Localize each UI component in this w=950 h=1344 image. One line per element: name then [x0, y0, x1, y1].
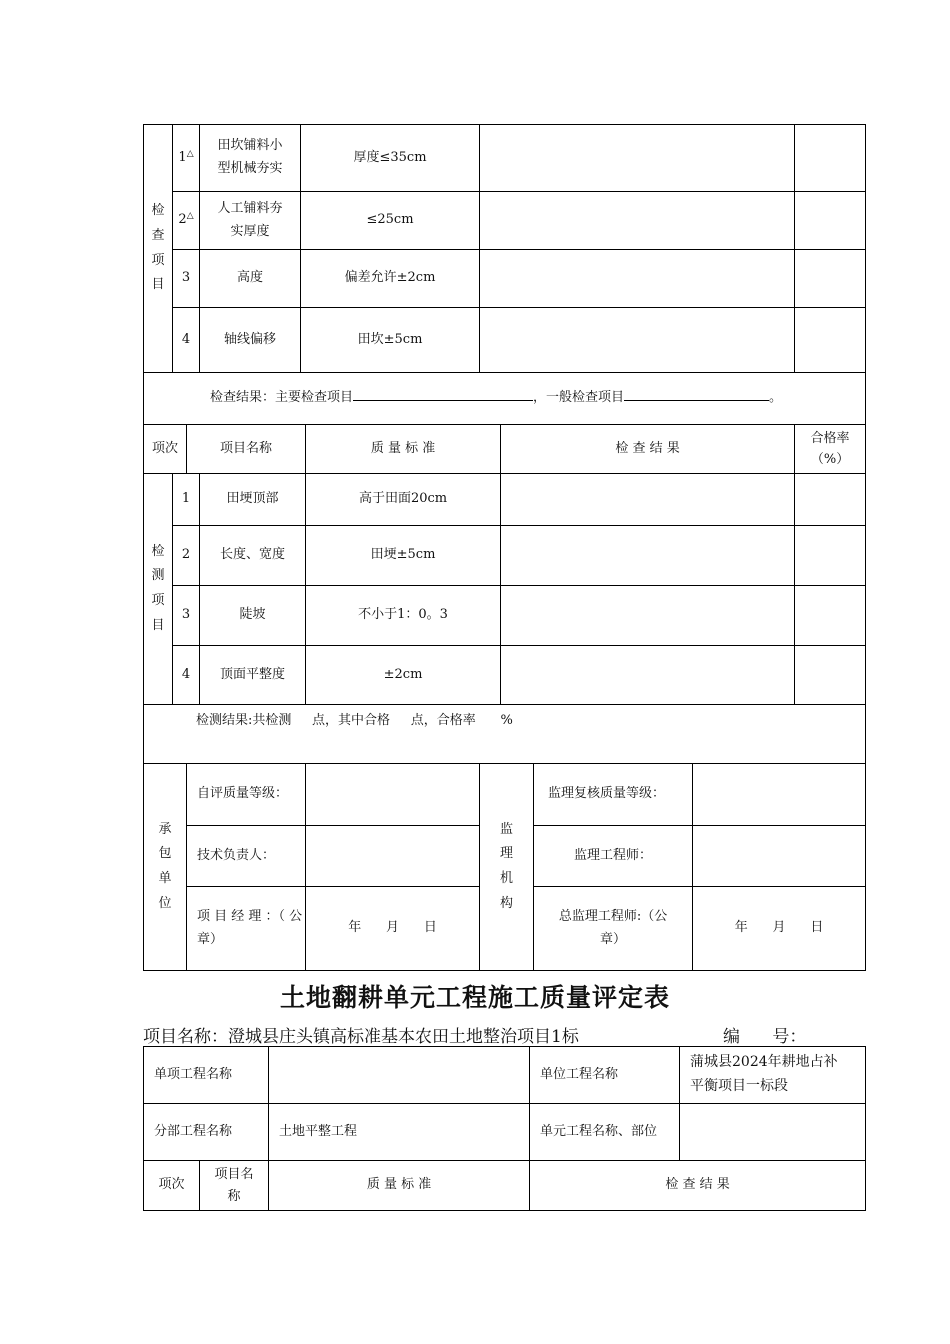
check-result-label: 检查结果：主要检查项目 [210, 390, 354, 406]
engineer-label: 监理工程师： [534, 826, 693, 887]
check-item-result-cell[interactable] [480, 192, 795, 250]
general-items-blank[interactable] [624, 388, 769, 401]
check-item-number: 4 [173, 308, 200, 373]
single-item-label: 单项工程名称 [144, 1047, 269, 1104]
review-grade-value[interactable] [693, 764, 866, 826]
measure-item-name: 田埂顶部 [200, 474, 306, 526]
header-item-no: 项次 [144, 425, 187, 474]
check-item-rate-cell[interactable] [795, 308, 866, 373]
measure-item-number: 3 [173, 586, 200, 646]
check-item-number: 3 [173, 250, 200, 308]
supervisor-date[interactable]: 年 月 日 [693, 887, 866, 971]
project-name-label: 项目名称：澄城县庄头镇高标准基本农田土地整治项目1标 [143, 1027, 579, 1047]
measure-item-rate-cell[interactable] [795, 586, 866, 646]
check-item-result-cell[interactable] [480, 125, 795, 192]
unit-project-label: 单位工程名称 [530, 1047, 680, 1104]
project-name-line [143, 1022, 863, 1047]
measure-item-standard: 不小于1：0。3 [306, 586, 501, 646]
check-item-standard: 田坎±5cm [301, 308, 480, 373]
header-item-no-2: 项次 [144, 1161, 200, 1211]
form-title: 土地翻耕单元工程施工质量评定表 [279, 983, 670, 1012]
measure-result-row[interactable]: 检测结果:共检测 点，其中合格 点，合格率 % [144, 705, 866, 764]
check-item-number: 2△ [173, 192, 200, 250]
single-item-value[interactable] [269, 1047, 530, 1104]
self-grade-value[interactable] [306, 764, 480, 826]
check-item-standard: ≤25cm [301, 192, 480, 250]
check-item-standard: 偏差允许±2cm [301, 250, 480, 308]
check-item-rate-cell[interactable] [795, 250, 866, 308]
section-label-measure-items: 检 测 项 目 [144, 474, 173, 705]
contractor-date[interactable]: 年 月 日 [306, 887, 480, 971]
header-item-name-2: 项目名 称 [200, 1161, 269, 1211]
section-label-check-items: 检 查 项 目 [144, 125, 173, 373]
code-label: 编 号： [723, 1027, 807, 1047]
measure-item-standard: 高于田面20cm [306, 474, 501, 526]
quality-table-lower [143, 1046, 866, 1211]
unit-element-label: 单元工程名称、部位 [530, 1104, 680, 1161]
chief-engineer-label: 总监理工程师:（公 章） [534, 887, 693, 971]
measure-item-standard: ±2cm [306, 646, 501, 705]
review-grade-label: 监理复核质量等级： [534, 764, 693, 826]
measure-item-rate-cell[interactable] [795, 526, 866, 586]
check-item-rate-cell[interactable] [795, 125, 866, 192]
unit-project-value[interactable]: 蒲城县2024年耕地占补 平衡项目一标段 [680, 1047, 866, 1104]
tech-lead-label: 技术负责人： [187, 826, 306, 887]
check-item-name: 轴线偏移 [200, 308, 301, 373]
header-result: 检 查 结 果 [501, 425, 795, 474]
quality-table-upper [143, 124, 866, 971]
sub-project-value[interactable]: 土地平整工程 [269, 1104, 530, 1161]
sub-project-label: 分部工程名称 [144, 1104, 269, 1161]
measure-item-number: 2 [173, 526, 200, 586]
tech-lead-value[interactable] [306, 826, 480, 887]
measure-item-result-cell[interactable] [501, 586, 795, 646]
measure-item-rate-cell[interactable] [795, 646, 866, 705]
measure-item-number: 1 [173, 474, 200, 526]
check-result-end: 。 [769, 390, 783, 406]
measure-item-standard: 田埂±5cm [306, 526, 501, 586]
self-grade-label: 自评质量等级： [187, 764, 306, 826]
header-item-name: 项目名称 [187, 425, 306, 474]
header-standard-2: 质 量 标 准 [269, 1161, 530, 1211]
header-standard: 质 量 标 准 [306, 425, 501, 474]
check-result-row [144, 373, 866, 425]
check-item-number: 1△ [173, 125, 200, 192]
measure-item-name: 陡坡 [200, 586, 306, 646]
measure-item-name: 长度、宽度 [200, 526, 306, 586]
check-item-result-cell[interactable] [480, 308, 795, 373]
check-item-name: 田坎铺料小 型机械夯实 [200, 125, 301, 192]
main-items-blank[interactable] [353, 388, 533, 401]
supervisor-label: 监 理 机 构 [480, 764, 534, 971]
measure-item-number: 4 [173, 646, 200, 705]
check-result-middle: ，一般检查项目 [533, 390, 625, 406]
measure-item-result-cell[interactable] [501, 646, 795, 705]
measure-item-rate-cell[interactable] [795, 474, 866, 526]
measure-item-name: 顶面平整度 [200, 646, 306, 705]
check-item-name: 高度 [200, 250, 301, 308]
measure-item-result-cell[interactable] [501, 526, 795, 586]
engineer-value[interactable] [693, 826, 866, 887]
project-manager-label: 项 目 经 理 ：（ 公 章） [187, 887, 306, 971]
check-item-rate-cell[interactable] [795, 192, 866, 250]
header-result-2: 检 查 结 果 [530, 1161, 866, 1211]
check-item-name: 人工铺料夯 实厚度 [200, 192, 301, 250]
check-item-result-cell[interactable] [480, 250, 795, 308]
measure-item-result-cell[interactable] [501, 474, 795, 526]
contractor-label: 承 包 单 位 [144, 764, 187, 971]
check-item-standard: 厚度≤35cm [301, 125, 480, 192]
header-pass-rate: 合格率 （%） [795, 425, 866, 474]
unit-element-value[interactable] [680, 1104, 866, 1161]
